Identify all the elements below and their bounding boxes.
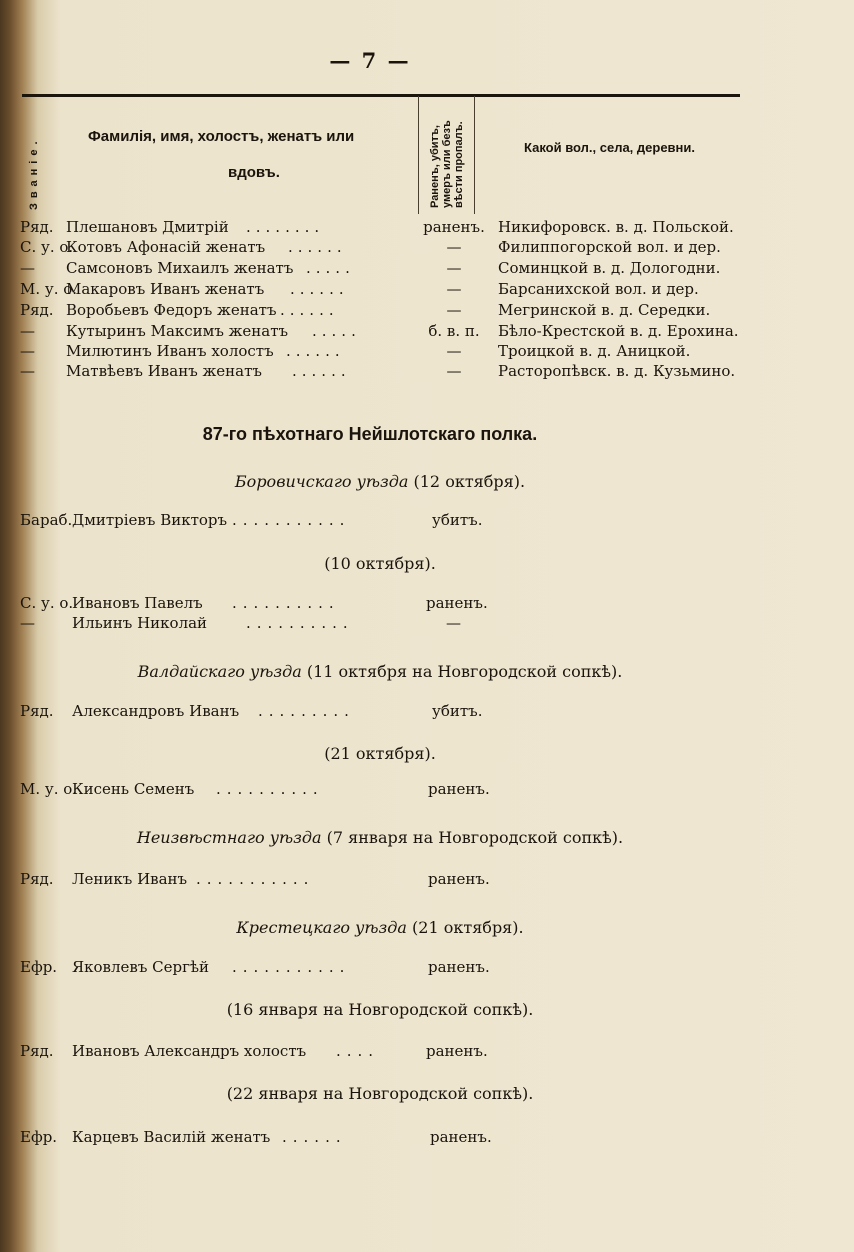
row-rank: М. у. о. [20,780,78,798]
row-status: — [446,614,461,632]
column-divider [418,96,419,214]
row-name: Кутыринъ Максимъ женатъ [66,322,289,340]
row-rank: Ряд. [20,1042,54,1060]
row-rank: Бараб. [20,511,73,529]
casualty-row [0,1042,760,1064]
column-divider [474,96,475,214]
row-rank: — [20,259,35,277]
row-rank: Ефр. [20,958,58,976]
date-text: (22 января на Новгородской сопкѣ). [226,1084,534,1103]
casualty-row [0,958,760,980]
row-rank: Ряд. [20,301,54,319]
row-name: Кисень Семенъ [72,780,195,798]
district-date-heading [0,662,760,681]
row-status: раненъ. [428,870,490,888]
row-place: Никифоровск. в. д. Польской. [498,218,734,236]
row-status: раненъ. [426,594,488,612]
casualty-row [0,594,760,616]
casualty-row [0,511,760,533]
casualty-row [0,614,760,636]
header-name-line2: вдовъ. [228,164,280,181]
casualty-row [0,702,760,724]
row-leader-dots: .... [336,1042,380,1060]
district-date-heading [0,918,760,937]
row-rank: Ряд. [20,218,54,236]
row-leader-dots: .......... [232,594,340,612]
date-text: (21 октября). [324,744,436,763]
row-place: Бѣло-Крестской в. д. Ерохина. [498,322,739,340]
row-leader-dots: ...... [280,301,339,319]
row-place: Соминцкой в. д. Дологодни. [498,259,721,277]
row-place: Троицкой в. д. Аницкой. [498,342,691,360]
row-status: раненъ. [430,1128,492,1146]
row-name: Макаровъ Иванъ женатъ [66,280,265,298]
header-rule [22,94,740,97]
casualty-row [0,870,760,892]
row-name: Матвѣевъ Иванъ женатъ [66,362,262,380]
row-status: — [446,259,462,277]
row-leader-dots: ........... [196,870,315,888]
row-status: — [446,362,462,380]
row-leader-dots: ...... [288,238,347,256]
row-status: раненъ. [428,780,490,798]
row-status: — [446,301,462,319]
row-name: Ивановъ Павелъ [72,594,203,612]
row-name: Котовъ Афонасій женатъ [66,238,266,256]
row-rank: Ряд. [20,870,54,888]
row-name: Ивановъ Александръ холостъ [72,1042,307,1060]
casualty-row [0,1128,760,1150]
row-place: Расторопѣвск. в. д. Кузьмино. [498,362,736,380]
header-status-line: Раненъ, убитъ, [429,125,441,208]
row-name: Воробьевъ Федоръ женатъ [66,301,277,319]
row-leader-dots: ..... [312,322,361,340]
district-date-heading [0,828,760,847]
row-name: Плешановъ Дмитрій [66,218,229,236]
district-name: Боровичскаго уѣзда [234,472,409,491]
header-name-line1: Фамилія, имя, холостъ, женатъ или [88,128,355,145]
header-status-line: умеръ или безъ [441,120,453,208]
header-rank: Званіе. [28,136,40,210]
row-status: раненъ. [423,218,485,236]
row-status: раненъ. [428,958,490,976]
row-rank: Ефр. [20,1128,58,1146]
row-rank: С. у. о. [20,238,74,256]
district-name: Неизвѣстнаго уѣзда [136,828,322,847]
row-place: Барсанихской вол. и дер. [498,280,699,298]
row-place: Мегринской в. д. Середки. [498,301,711,319]
date-text: (11 октября на Новгородской сопкѣ). [301,662,623,681]
row-leader-dots: ......... [258,702,355,720]
row-status: убитъ. [432,702,483,720]
row-name: Александровъ Иванъ [72,702,240,720]
row-leader-dots: .......... [246,614,354,632]
header-status [420,100,474,208]
row-status: — [446,238,462,256]
date-text: (12 октября). [408,472,526,491]
row-leader-dots: ..... [306,259,355,277]
header-status-line: вѣсти пропалъ. [453,121,465,208]
row-name: Дмитріевъ Викторъ [72,511,228,529]
row-rank: С. у. о. [20,594,74,612]
row-leader-dots: ........... [232,958,351,976]
row-leader-dots: ........... [232,511,351,529]
district-date-heading [0,472,760,491]
district-date-heading [0,554,760,573]
date-text: (10 октября). [324,554,436,573]
date-text: (16 января на Новгородской сопкѣ). [226,1000,534,1019]
row-rank: М. у. о. [20,280,78,298]
row-status: б. в. п. [428,322,480,340]
row-status: раненъ. [426,1042,488,1060]
casualty-row [0,780,760,802]
row-status: убитъ. [432,511,483,529]
row-leader-dots: ...... [286,342,345,360]
row-rank: — [20,362,35,380]
row-rank: Ряд. [20,702,54,720]
row-name: Яковлевъ Сергѣй [72,958,209,976]
district-name: Крестецкаго уѣзда [236,918,407,937]
row-name: Леникъ Иванъ [72,870,188,888]
row-status: — [446,342,462,360]
row-rank: — [20,322,35,340]
row-leader-dots: ...... [282,1128,347,1146]
district-date-heading [0,744,760,763]
row-leader-dots: ...... [292,362,351,380]
header-place: Какой вол., села, деревни. [524,140,696,155]
row-name: Милютинъ Иванъ холостъ [66,342,274,360]
row-name: Самсоновъ Михаилъ женатъ [66,259,294,277]
row-place: Филиппогорской вол. и дер. [498,238,721,256]
row-leader-dots: ........ [246,218,325,236]
district-name: Валдайскаго уѣзда [137,662,302,681]
row-leader-dots: .......... [216,780,324,798]
row-rank: — [20,342,35,360]
row-leader-dots: ...... [290,280,349,298]
row-name: Карцевъ Василій женатъ [72,1128,271,1146]
regiment-title: 87-го пѣхотнаго Нейшлотскаго полка. [202,424,538,444]
district-date-heading [0,1084,760,1103]
date-text: (21 октября). [406,918,524,937]
district-date-heading [0,1000,760,1019]
row-name: Ильинъ Николай [72,614,208,632]
page-number: — 7 — [329,48,411,73]
row-rank: — [20,614,35,632]
row-status: — [446,280,462,298]
date-text: (7 января на Новгородской сопкѣ). [321,828,624,847]
